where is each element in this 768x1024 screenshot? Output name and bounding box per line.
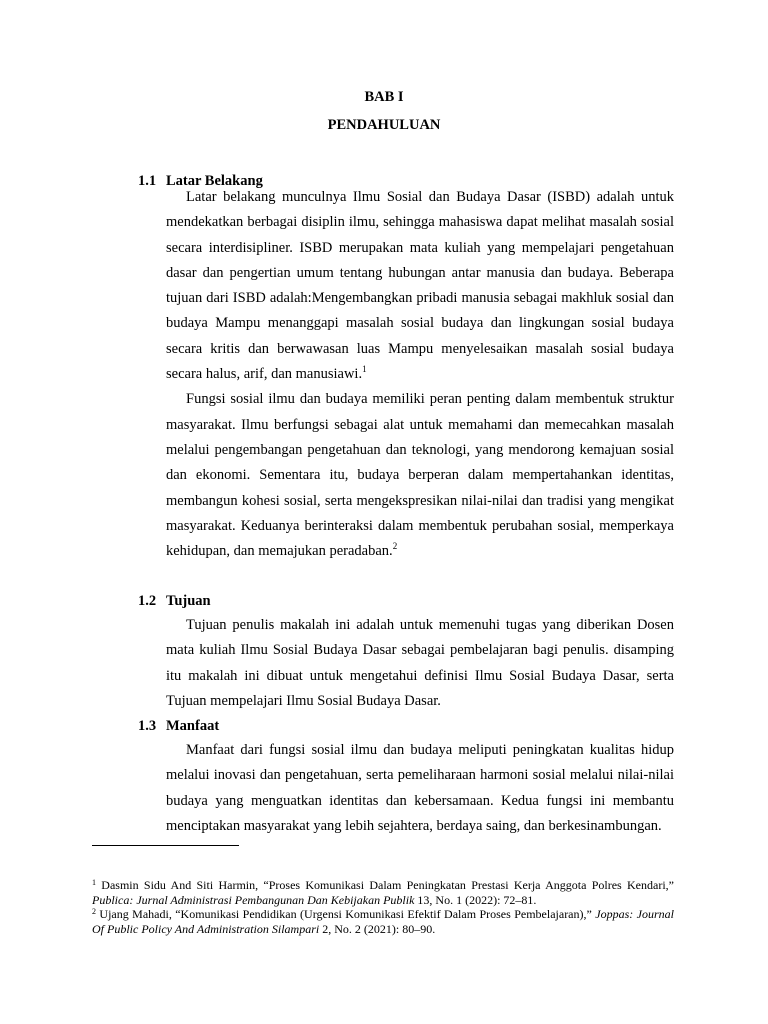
paragraph-latar-belakang-1 [166, 185, 674, 387]
section-number: 1.2 [138, 593, 157, 609]
section-number: 1.3 [138, 718, 157, 734]
paragraph-text: Fungsi sosial ilmu dan budaya memiliki peran penting dalam membentuk struktur masyarakat. Ilmu berfungsi sebagai alat untuk memahami dan memecahkan masalah melalui pengembangan pengetahuan dan teknologi, yang mendorong kemajuan sosial dan ekonomi. Sementara itu, budaya berperan dalam mempertahankan identitas, membangun kohesi sosial, serta mengekspresikan nilai-nilai dan tradisi yang mengikat masyarakat. Keduanya berinteraksi dalam membentuk perubahan sosial, memperkaya kehidupan, dan memajukan peradaban. [166, 391, 674, 560]
footnote-text: Dasmin Sidu And Siti Harmin, “Proses Komunikasi Dalam Peningkatan Prestasi Kerja Anggota Polres Kendari,” [96, 878, 674, 892]
footnote-ref-2[interactable]: 2 [392, 541, 398, 552]
footnote-2 [92, 907, 674, 936]
section-heading-tujuan [138, 592, 211, 610]
section-heading-manfaat [138, 717, 219, 735]
paragraph-latar-belakang-2 [166, 387, 674, 564]
footnote-text: Ujang Mahadi, “Komunikasi Pendidikan (Urgensi Komunikasi Efektif Dalam Proses Pembelajaran),” [96, 907, 596, 921]
paragraph-tujuan: Tujuan penulis makalah ini adalah untuk memenuhi tugas yang diberikan Dosen mata kuliah Ilmu Sosial Budaya Dasar sebagai pembelajaran bagi penulis. disamping itu makalah ini dibuat untuk mengetahui definisi Ilmu Sosial Budaya Dasar, serta Tujuan mempelajari Ilmu Sosial Budaya Dasar. [166, 617, 674, 709]
paragraph-text: Latar belakang munculnya Ilmu Sosial dan Budaya Dasar (ISBD) adalah untuk mendekatkan berbagai disiplin ilmu, sehingga mahasiswa dapat melihat masalah sosial secara interdisipliner. ISBD merupakan mata kuliah yang mempelajari pengetahuan dasar dan pengertian umum tentang hubungan antar manusia dan budaya. Beberapa tujuan dari ISBD adalah:Mengembangkan pribadi manusia sebagai makhluk sosial dan budaya Mampu menanggapi masalah sosial budaya dan lingkungan sosial budaya secara kritis dan berwawasan luas Mampu menyelesaikan masalah sosial budaya secara halus, arif, dan manusiawi. [166, 189, 674, 383]
footnote-source: Joppas: Journal Of Public Policy And Administration Silampari [92, 907, 674, 936]
section-body-latar-belakang [166, 185, 674, 564]
footnote-source: Publica: Jurnal Administrasi Pembangunan Dan Kebijakan Publik [92, 892, 415, 907]
footnote-text-end: 2, No. 2 (2021): 80–90. [319, 921, 436, 936]
section-body-tujuan [166, 613, 674, 714]
section-number: 1.1 [138, 173, 157, 189]
footnote-text-end: 13, No. 1 (2022): 72–81. [414, 892, 537, 907]
paragraph-manfaat: Manfaat dari fungsi sosial ilmu dan budaya meliputi peningkatan kualitas hidup melalui inovasi dan pengetahuan, serta pemeliharaan harmoni sosial melalui nilai-nilai budaya yang menguatkan identitas dan kebersamaan. Kedua fungsi ini membantu menciptakan masyarakat yang lebih sejahtera, berdaya saing, dan berkesinambungan. [166, 742, 674, 834]
footnote-mark: 1 [92, 878, 96, 887]
footnote-mark: 2 [92, 907, 96, 916]
footnote-separator [92, 845, 239, 846]
footnote-ref-1[interactable]: 1 [362, 364, 367, 375]
footnotes [92, 878, 674, 936]
section-title: Latar Belakang [166, 173, 263, 189]
chapter-title: PENDAHULUAN [327, 117, 441, 133]
section-title: Tujuan [166, 593, 211, 609]
section-title: Manfaat [166, 718, 220, 734]
footnote-1 [92, 878, 674, 907]
chapter-label: BAB I [364, 89, 404, 105]
section-body-manfaat [166, 738, 674, 839]
